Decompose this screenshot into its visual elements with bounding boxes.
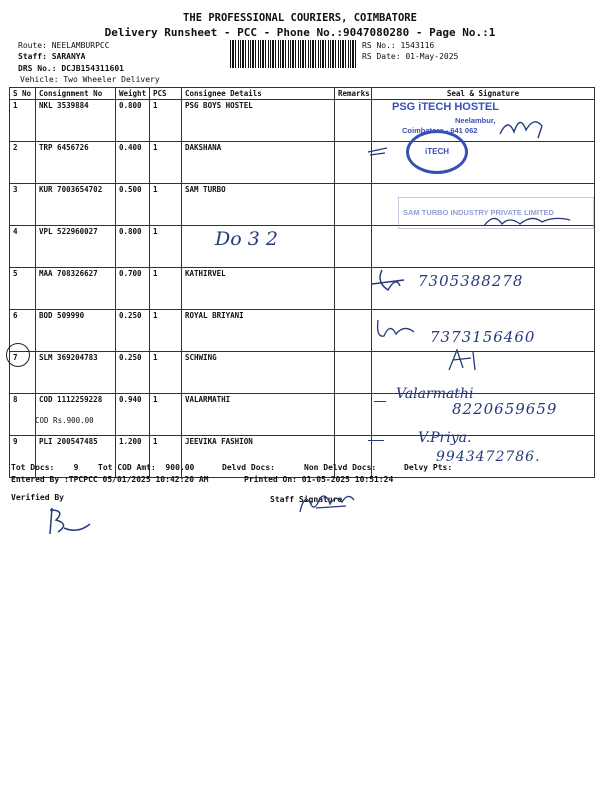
drs-number: DRS No.: DCJB154311601: [18, 64, 124, 73]
cell-sno: 7: [10, 352, 36, 394]
signature-row7: [445, 346, 485, 372]
cell-sno: 5: [10, 268, 36, 310]
name-row8: Valarmathi: [396, 386, 474, 402]
dash-mark-row9: [368, 440, 384, 441]
cell-weight: 0.500: [116, 184, 150, 226]
cell-pcs: 1: [150, 352, 182, 394]
col-consignment: Consignment No: [36, 88, 116, 100]
cell-sno: 6: [10, 310, 36, 352]
cell-sno: 9: [10, 436, 36, 478]
total-docs: Tot Docs: 9: [11, 463, 79, 472]
col-weight: Weight: [116, 88, 150, 100]
cell-consignment: KUR 7003654702: [36, 184, 116, 226]
cell-consignee: PSG BOYS HOSTEL: [182, 100, 335, 142]
psg-stamp-line1: Neelambur,: [455, 116, 496, 125]
psg-stamp-title: PSG iTECH HOSTEL: [392, 101, 499, 113]
runsheet-title: Delivery Runsheet - PCC - Phone No.:9047080280 - Page No.:1: [104, 26, 496, 39]
circled-sno-7: [6, 343, 30, 367]
cell-pcs: 1: [150, 142, 182, 184]
handwriting-row4: Do 3 2: [215, 228, 278, 250]
cell-remarks: [335, 142, 372, 184]
cell-remarks: [335, 394, 372, 436]
verified-by-label: Verified By: [11, 493, 64, 502]
cell-pcs: 1: [150, 268, 182, 310]
signature-row3: [480, 208, 575, 234]
col-pcs: PCS: [150, 88, 182, 100]
cod-amount: COD Rs.900.00: [35, 416, 94, 425]
cell-weight: 0.250: [116, 352, 150, 394]
cell-sno: 1: [10, 100, 36, 142]
signature-row1: [498, 112, 548, 140]
col-consignee: Consignee Details: [182, 88, 335, 100]
non-delivered-docs: Non Delvd Docs:: [304, 463, 377, 472]
signature-row5: [370, 266, 410, 294]
cell-sno: 3: [10, 184, 36, 226]
cell-consignee: ROYAL BRIYANI: [182, 310, 335, 352]
signature-row6: [374, 316, 420, 344]
cell-consignment: SLM 369204783: [36, 352, 116, 394]
cell-pcs: 1: [150, 100, 182, 142]
cell-weight: 0.940: [116, 394, 150, 436]
dash-mark-row8: [374, 401, 386, 402]
company-name: THE PROFESSIONAL COURIERS, COIMBATORE: [183, 12, 417, 24]
cell-consignment: PLI 200547485: [36, 436, 116, 478]
cell-pcs: 1: [150, 394, 182, 436]
cell-remarks: [335, 352, 372, 394]
cell-consignment: MAA 708326627: [36, 268, 116, 310]
cell-weight: 1.200: [116, 436, 150, 478]
cell-weight: 0.700: [116, 268, 150, 310]
col-remarks: Remarks: [335, 88, 372, 100]
table-row: [10, 352, 595, 394]
cell-weight: 0.800: [116, 226, 150, 268]
cell-consignment: [36, 394, 116, 436]
cell-remarks: [335, 268, 372, 310]
cell-sno: 2: [10, 142, 36, 184]
vehicle: Vehicle: Two Wheeler Delivery: [20, 75, 160, 84]
cell-remarks: [335, 310, 372, 352]
consignment-no: COD 1112259228: [39, 395, 103, 404]
phone-row5: 7305388278: [418, 272, 524, 290]
psg-round-seal: iTECH: [406, 130, 468, 174]
staff-signature: [296, 488, 360, 518]
phone-row8: 8220659659: [452, 400, 558, 418]
cell-consignee: SAM TURBO: [182, 184, 335, 226]
table-header-row: [10, 88, 595, 100]
cell-sno: 4: [10, 226, 36, 268]
barcode: [230, 40, 358, 68]
delivered-docs: Delvd Docs:: [222, 463, 275, 472]
cell-consignee: VALARMATHI: [182, 394, 335, 436]
cell-consignment: TRP 6456726: [36, 142, 116, 184]
cell-consignment: VPL 522960027: [36, 226, 116, 268]
total-cod: Tot COD Amt: 900.00: [98, 463, 195, 472]
psg-stamp-line2: Coimbatore - 641 062: [402, 126, 478, 135]
cell-consignee: DAKSHANA: [182, 142, 335, 184]
delivery-points: Delvy Pts:: [404, 463, 453, 472]
name-row9: V.Priya.: [418, 430, 472, 446]
cell-consignee: SCHWING: [182, 352, 335, 394]
cell-pcs: 1: [150, 184, 182, 226]
cell-consignee: KATHIRVEL: [182, 268, 335, 310]
cell-pcs: 1: [150, 226, 182, 268]
cell-consignment: BOD 509990: [36, 310, 116, 352]
col-sno: S No: [10, 88, 36, 100]
verifier-signature: [44, 504, 94, 538]
rs-number: RS No.: 1543116: [362, 41, 435, 50]
entered-by: Entered By :TPCPCC 05/01/2025 10:42:20 AM: [11, 475, 209, 484]
route: Route: NEELAMBURPCC: [18, 41, 110, 50]
cell-consignment: NKL 3539884: [36, 100, 116, 142]
printed-on: Printed On: 01-05-2025 10:51:24: [244, 475, 394, 484]
phone-row6: 7373156460: [430, 328, 536, 346]
cell-sno: 8: [10, 394, 36, 436]
staff: Staff: SARANYA: [18, 52, 86, 61]
phone-row9: 9943472786.: [436, 449, 541, 465]
cell-remarks: [335, 100, 372, 142]
table-row: [10, 142, 595, 184]
col-seal: Seal & Signature: [372, 88, 595, 100]
cell-weight: 0.400: [116, 142, 150, 184]
cell-consignee: JEEVIKA FASHION: [182, 436, 335, 478]
cell-remarks: [335, 184, 372, 226]
cell-weight: 0.250: [116, 310, 150, 352]
cell-pcs: 1: [150, 436, 182, 478]
cell-remarks: [335, 226, 372, 268]
sam-turbo-stamp: SAM TURBO INDUSTRY PRIVATE LIMITED: [398, 197, 594, 229]
staff-signature-label: Staff Signature: [270, 495, 343, 504]
cell-seal: [372, 142, 595, 184]
cell-pcs: 1: [150, 310, 182, 352]
cell-weight: 0.800: [116, 100, 150, 142]
rs-date: RS Date: 01-May-2025: [362, 52, 459, 61]
dash-mark-row2: [367, 143, 389, 157]
